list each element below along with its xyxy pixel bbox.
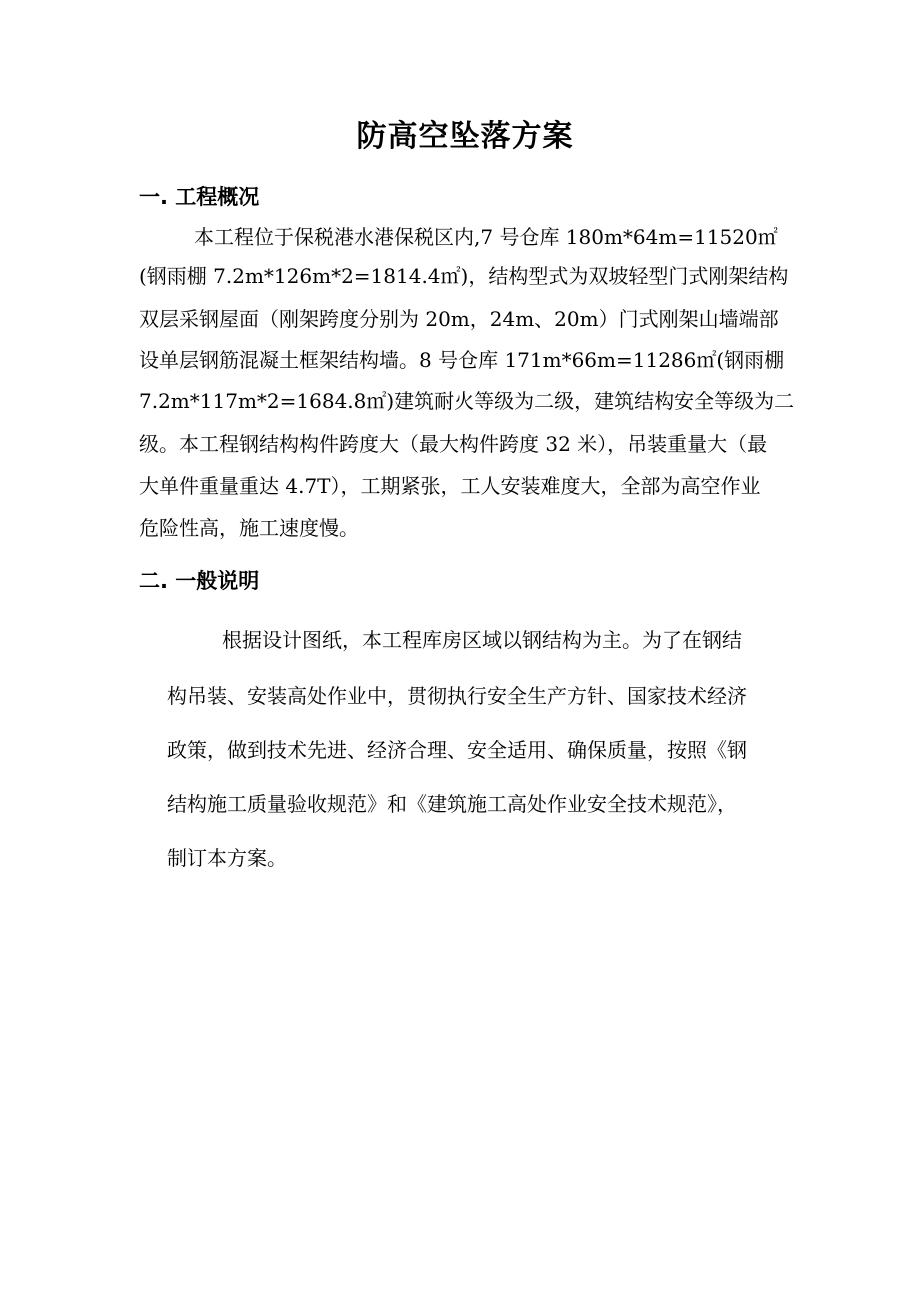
section-heading-overview: 一. 工程概况 xyxy=(139,185,260,209)
paragraph-line: 设单层钢筋混凝土框架结构墙。8 号仓库 171m*66m=11286㎡(钢雨棚 xyxy=(139,348,785,372)
paragraph-line: 级。本工程钢结构构件跨度大（最大构件跨度 32 米），吊装重量大（最 xyxy=(139,432,768,456)
paragraph-line: 结构施工质量验收规范》和《建筑施工高处作业安全技术规范》， xyxy=(167,792,737,816)
paragraph-line: (钢雨棚 7.2m*126m*2=1814.4㎡)，结构型式为双坡轻型门式刚架结构 xyxy=(139,264,789,288)
document-title: 防高空坠落方案 xyxy=(356,119,574,154)
paragraph-line: 双层采钢屋面（刚架跨度分别为 20m，24m、20m）门式刚架山墙端部 xyxy=(139,307,779,331)
paragraph-line: 本工程位于保税港水港保税区内,7 号仓库 180m*64m=11520㎡ xyxy=(194,225,778,249)
paragraph-line: 构吊装、安装高处作业中，贯彻执行安全生产方针、国家技术经济 xyxy=(167,684,747,708)
section-heading-general: 二. 一般说明 xyxy=(139,569,260,593)
paragraph-line: 根据设计图纸，本工程库房区域以钢结构为主。为了在钢结 xyxy=(222,628,742,652)
paragraph-line: 大单件重量重达 4.7T），工期紧张，工人安装难度大，全部为高空作业 xyxy=(139,474,761,498)
paragraph-line: 政策，做到技术先进、经济合理、安全适用、确保质量，按照《钢 xyxy=(167,738,747,762)
paragraph-line: 危险性高，施工速度慢。 xyxy=(139,516,359,540)
paragraph-line: 7.2m*117m*2=1684.8㎡)建筑耐火等级为二级，建筑结构安全等级为二 xyxy=(139,389,795,413)
paragraph-line: 制订本方案。 xyxy=(167,846,287,870)
